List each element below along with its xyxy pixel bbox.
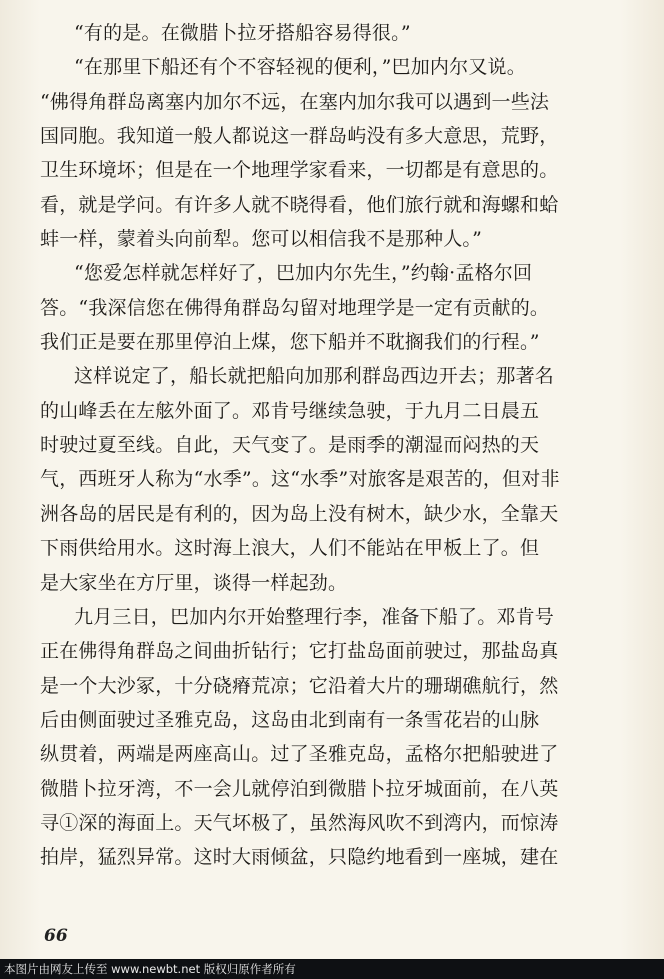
body-text bbox=[40, 16, 636, 875]
watermark-footer: 本图片由网友上传至 www.newbt.net 版权归原作者所有 bbox=[0, 959, 664, 979]
text-line: “您爱怎样就怎样好了，巴加内尔先生，”约翰·孟格尔回 bbox=[74, 262, 533, 285]
text-line: 卫生环境坏；但是在一个地理学家看来，一切都是有意思的。 bbox=[40, 159, 559, 182]
text-line: 微腊卜拉牙湾，不一会儿就停泊到微腊卜拉牙城面前，在八英 bbox=[40, 777, 559, 800]
text-line: 下雨供给用水。这时海上浪大，人们不能站在甲板上了。但 bbox=[40, 537, 540, 560]
page-number: 66 bbox=[44, 926, 68, 946]
text-line: 正在佛得角群岛之间曲折钻行；它打盐岛面前驶过，那盐岛真 bbox=[40, 640, 559, 663]
text-line: 时驶过夏至线。自此，天气变了。是雨季的潮湿而闷热的天 bbox=[40, 434, 540, 457]
text-line: “有的是。在微腊卜拉牙搭船容易得很。” bbox=[74, 22, 411, 44]
text-line: 寻①深的海面上。天气坏极了，虽然海风吹不到湾内，而惊涛 bbox=[40, 811, 559, 834]
text-line: 国同胞。我知道一般人都说这一群岛屿没有多大意思，荒野， bbox=[40, 125, 559, 148]
text-line: 后由侧面驶过圣雅克岛，这岛由北到南有一条雪花岩的山脉 bbox=[40, 708, 540, 731]
text-line: “佛得角群岛离塞内加尔不远，在塞内加尔我可以遇到一些法 bbox=[40, 90, 550, 113]
text-line: 这样说定了，船长就把船向加那利群岛西边开去；那著名 bbox=[74, 365, 555, 388]
text-line: 拍岸，猛烈异常。这时大雨倾盆，只隐约地看到一座城，建在 bbox=[40, 846, 559, 869]
text-line: 纵贯着，两端是两座高山。过了圣雅克岛，孟格尔把船驶进了 bbox=[40, 743, 559, 766]
text-line: 是一个大沙冢，十分硗瘠荒凉；它沿着大片的珊瑚礁航行，然 bbox=[40, 674, 559, 697]
text-line: 我们正是要在那里停泊上煤，您下船并不耽搁我们的行程。” bbox=[40, 331, 540, 354]
text-line: “在那里下船还有个不容轻视的便利，”巴加内尔又说。 bbox=[74, 56, 526, 79]
text-line: 是大家坐在方厅里，谈得一样起劲。 bbox=[40, 571, 348, 594]
text-line: 答。“我深信您在佛得角群岛勾留对地理学是一定有贡献的。 bbox=[40, 296, 550, 319]
text-line: 气，西班牙人称为“水季”。这“水季”对旅客是艰苦的，但对非 bbox=[40, 468, 560, 491]
text-line: 蚌一样，蒙着头向前犁。您可以相信我不是那种人。” bbox=[40, 228, 483, 251]
text-line: 的山峰丢在左舷外面了。邓肯号继续急驶，于九月二日晨五 bbox=[40, 399, 540, 422]
text-line: 洲各岛的居民是有利的，因为岛上没有树木，缺少水，全靠天 bbox=[40, 502, 559, 525]
text-line: 看，就是学问。有许多人就不晓得看，他们旅行就和海螺和蛤 bbox=[40, 193, 559, 216]
text-line: 九月三日，巴加内尔开始整理行李，准备下船了。邓肯号 bbox=[74, 605, 555, 628]
